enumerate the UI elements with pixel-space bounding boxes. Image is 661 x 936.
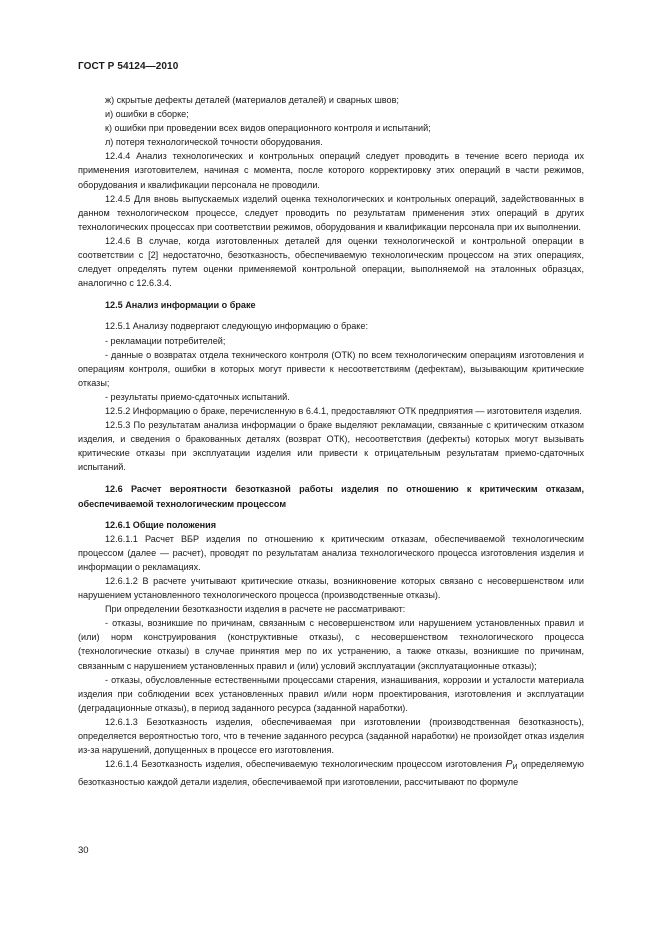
bullet-item: - рекламации потребителей; bbox=[105, 335, 226, 346]
paragraph-12-4-4: 12.4.4 Анализ технологических и контрольных операций следует проводить в течение всего периода их применения изготовителем, начиная с момента, после которого корректировку этих операций в части режимов, оборудования и квалификации персонала не проводили. bbox=[78, 151, 584, 190]
paragraph-12-6-1-2: 12.6.1.2 В расчете учитывают критические отказы, возникновение которых связано с несовершенством или нарушением установленного технологического процесса (производственные отказы). bbox=[78, 576, 584, 601]
document-header: ГОСТ Р 54124—2010 bbox=[78, 61, 179, 72]
bullet-item: - отказы, возникшие по причинам, связанным с несовершенством или нарушением установленных правил и (или) норм конструирования (конструктивные отказы), с несовершенством технологического процесса (технологические отказы) в случае принятия мер по их устранению, а также отказы, возникшие по причинам, связанным с нарушением установленных правил и (или) условий эксплуатации (эксплуатационные отказы); bbox=[78, 618, 584, 671]
paragraph-12-6-1-1: 12.6.1.1 Расчет ВБР изделия по отношению к критическим отказам, обеспечиваемой технологическим процессом (далее — расчет), проводят по результатам анализа технологического процесса изготовления изделия и информации о рекламациях. bbox=[78, 533, 584, 572]
bullet-item: - результаты приемо-сдаточных испытаний. bbox=[105, 391, 290, 402]
page-number: 30 bbox=[78, 845, 89, 856]
paragraph-12-6-1-4-start: 12.6.1.4 Безотказность изделия, обеспечиваемую технологическим процессом изготовления bbox=[105, 759, 506, 770]
paragraph-12-6-1-4-end: определяемую безотказностью каждой детали изделия, обеспечиваемой при изготовлении, рассчитывают по формуле bbox=[78, 759, 584, 788]
paragraph-12-4-6: 12.4.6 В случае, когда изготовленных деталей для оценки технологической и контрольной операции в соответствии с [2] недостаточно, безотказность, обеспечиваемую технологическим процессом на этих операциях, следует определять путем оценки применяемой контрольной операции, выполняемой на эталонных образцах, аналогично с 12.6.3.4. bbox=[78, 235, 584, 289]
bullet-item: - данные о возвратах отдела технического контроля (ОТК) по всем технологическим операциям изготовления и операциям контроля, ошибки в которых могут привести к несоответствиям (дефектам), вызывающим критические отказы; bbox=[78, 349, 584, 388]
list-item: ж) скрытые дефекты деталей (материалов деталей) и сварных швов; bbox=[105, 95, 399, 105]
paragraph-12-6-1-4 bbox=[78, 757, 584, 789]
paragraph-12-4-5: 12.4.5 Для вновь выпускаемых изделий оценка технологических и контрольных операций, задействованных в данном технологическом процессе, следует проводить по результатам применения этих операций в других технологических процессах при соответствии режимов, оборудования и квалификации персонала при их выполнении. bbox=[78, 193, 584, 232]
paragraph-12-5-2: 12.5.2 Информацию о браке, перечисленную в 6.4.1, предоставляют ОТК предприятия — изготовителя изделия. bbox=[105, 405, 582, 416]
list-item: и) ошибки в сборке; bbox=[105, 109, 189, 120]
list-item: к) ошибки при проведении всех видов операционного контроля и испытаний; bbox=[105, 123, 431, 134]
paragraph-12-6-1-3: 12.6.1.3 Безотказность изделия, обеспечиваемая при изготовлении (производственная безотказность), определяется вероятностью того, что в течение заданного ресурса (заданной наработки) не произойдет отказ изделия из-за нарушений, допущенных в процессе его изготовления. bbox=[78, 716, 584, 756]
subsection-heading-12-6-1: 12.6.1 Общие положения bbox=[105, 519, 217, 530]
list-item: л) потеря технологической точности оборудования. bbox=[105, 137, 323, 148]
formula-symbol: P bbox=[505, 758, 513, 771]
section-heading-12-5: 12.5 Анализ информации о браке bbox=[105, 300, 256, 311]
formula-subscript: И bbox=[512, 764, 518, 772]
bullet-item: - отказы, обусловленные естественными процессами старения, изнашивания, коррозии и усталости материала изделия при соблюдении всех установленных правил и/или норм проектирования, изготовления и эксплуатации (деградационные отказы), в период заданного ресурса (заданной наработки). bbox=[78, 674, 584, 713]
document-body bbox=[78, 93, 584, 789]
paragraph-12-5-3: 12.5.3 По результатам анализа информации о браке выделяют рекламации, связанные с критическим отказом изделия, и сведения о бракованных деталях (возврат ОТК), несоответствия (дефекты) которых могут вызывать критические отказы при эксплуатации изделия или привести к отрицательным результатам приемо-сдаточных испытаний. bbox=[78, 420, 584, 473]
paragraph-12-5-1: 12.5.1 Анализу подвергают следующую информацию о браке: bbox=[105, 321, 368, 332]
section-heading-12-6: 12.6 Расчет вероятности безотказной работы изделия по отношению к критическим отказам, обеспечиваемой технологическим процессом bbox=[78, 484, 584, 509]
paragraph-exclusions: При определении безотказности изделия в расчете не рассматривают: bbox=[105, 604, 406, 615]
